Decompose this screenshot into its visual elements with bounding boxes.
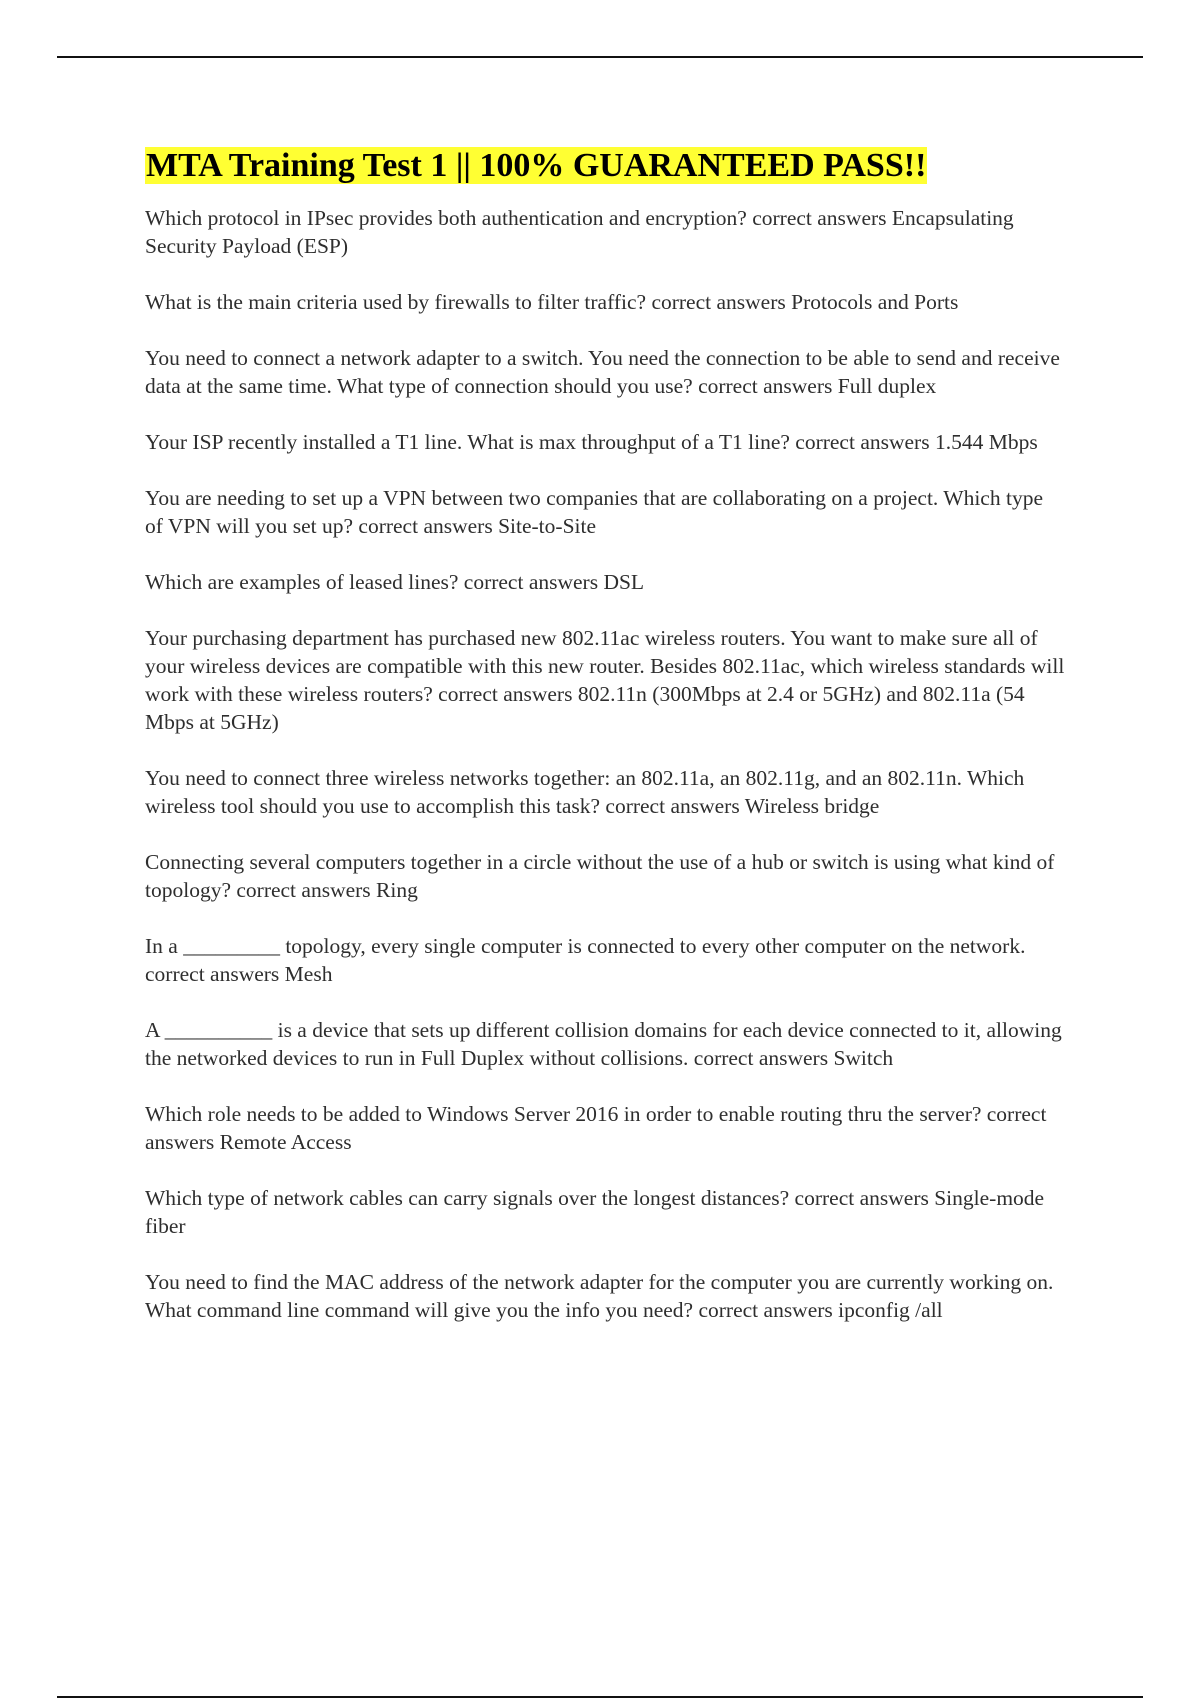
- qa-item: Which type of network cables can carry signals over the longest distances? correct answers Single-mode fiber: [145, 1186, 1045, 1238]
- document-body: [145, 142, 1065, 1352]
- qa-item: A __________ is a device that sets up different collision domains for each device connected to it, allowing the networked devices to run in Full Duplex without collisions. correct answers Switch: [145, 1018, 1062, 1070]
- qa-item: You are needing to set up a VPN between two companies that are collaborating on a project. Which type of VPN will you set up? correct answers Site-to-Site: [145, 486, 1043, 538]
- qa-item: Your purchasing department has purchased new 802.11ac wireless routers. You want to make sure all of your wireless devices are compatible with this new router. Besides 802.11ac, which wireless standards will work with these wireless routers? correct answers 802.11n (300Mbps at 2.4 or 5GHz) and 802.11a (54 Mbps at 5GHz): [145, 626, 1065, 734]
- bottom-rule: [57, 1696, 1143, 1698]
- qa-item: In a _________ topology, every single computer is connected to every other computer on the network. correct answers Mesh: [145, 934, 1026, 986]
- qa-item: Connecting several computers together in a circle without the use of a hub or switch is using what kind of topology? correct answers Ring: [145, 850, 1055, 902]
- top-rule: [57, 56, 1143, 58]
- qa-item: What is the main criteria used by firewalls to filter traffic? correct answers Protocols and Ports: [145, 290, 959, 314]
- qa-item: Which protocol in IPsec provides both authentication and encryption? correct answers Encapsulating Security Payload (ESP): [145, 206, 1014, 258]
- document-title: [145, 142, 1065, 190]
- qa-item: You need to find the MAC address of the network adapter for the computer you are currently working on. What command line command will give you the info you need? correct answers ipconfig /all: [145, 1270, 1054, 1322]
- qa-item: Which role needs to be added to Windows Server 2016 in order to enable routing thru the server? correct answers Remote Access: [145, 1102, 1047, 1154]
- title-highlight: MTA Training Test 1 || 100% GUARANTEED PASS!!: [146, 147, 927, 184]
- qa-item: You need to connect a network adapter to a switch. You need the connection to be able to send and receive data at the same time. What type of connection should you use? correct answers Full duplex: [145, 346, 1060, 398]
- qa-item: Your ISP recently installed a T1 line. What is max throughput of a T1 line? correct answers 1.544 Mbps: [145, 430, 1038, 454]
- qa-item: You need to connect three wireless networks together: an 802.11a, an 802.11g, and an 802.11n. Which wireless tool should you use to accomplish this task? correct answers Wireless bridge: [145, 766, 1025, 818]
- qa-item: Which are examples of leased lines? correct answers DSL: [145, 570, 645, 594]
